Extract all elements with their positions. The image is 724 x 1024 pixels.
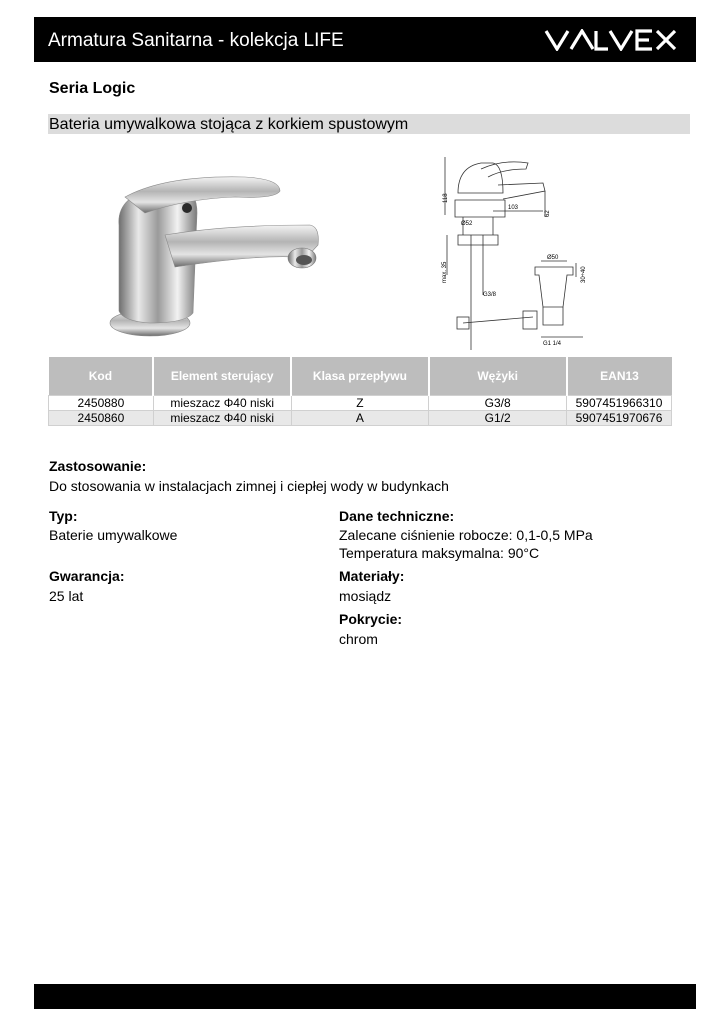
faucet-photo bbox=[105, 163, 330, 343]
dim-103: 103 bbox=[508, 205, 519, 211]
cell-ean: 5907451966310 bbox=[567, 396, 672, 411]
dim-g38: G3/8 bbox=[483, 292, 497, 298]
dim-3040: 30÷40 bbox=[581, 266, 587, 283]
zastosowanie-text: Do stosowania w instalacjach zimnej i ciepłej wody w budynkach bbox=[49, 478, 449, 494]
product-table bbox=[48, 357, 672, 426]
cell-element: mieszacz Φ40 niski bbox=[153, 396, 291, 411]
cell-klasa: Z bbox=[291, 396, 429, 411]
materialy-text: mosiądz bbox=[339, 588, 392, 604]
dim-g114: G1 1/4 bbox=[543, 341, 562, 347]
col-header-ean: EAN13 bbox=[567, 357, 672, 396]
cell-wezyki: G3/8 bbox=[429, 396, 567, 411]
col-header-kod: Kod bbox=[49, 357, 154, 396]
series-title: Seria Logic bbox=[49, 80, 136, 97]
col-header-wezyki: Wężyki bbox=[429, 357, 567, 396]
table-header-row bbox=[49, 357, 672, 396]
cell-element: mieszacz Φ40 niski bbox=[153, 411, 291, 426]
table-row bbox=[49, 396, 672, 411]
dane-label: Dane techniczne: bbox=[339, 508, 455, 524]
pokrycie-label: Pokrycie: bbox=[339, 611, 403, 627]
page-footer bbox=[34, 984, 696, 1009]
table-row bbox=[49, 411, 672, 426]
page-header bbox=[34, 17, 696, 62]
cell-kod: 2450860 bbox=[49, 411, 154, 426]
logo-text: VALVEX bbox=[544, 29, 548, 30]
header-title: Armatura Sanitarna - kolekcja LIFE bbox=[48, 30, 344, 51]
dim-max35: max. 35 bbox=[442, 261, 448, 283]
gwarancja-label: Gwarancja: bbox=[49, 568, 125, 584]
cell-ean: 5907451970676 bbox=[567, 411, 672, 426]
col-header-element: Element sterujący bbox=[153, 357, 291, 396]
typ-text: Baterie umywalkowe bbox=[49, 527, 178, 543]
product-title: Bateria umywalkowa stojąca z korkiem spustowym bbox=[49, 116, 409, 133]
dane-line-1: Zalecane ciśnienie robocze: 0,1-0,5 MPa bbox=[339, 527, 593, 543]
zastosowanie-label: Zastosowanie: bbox=[49, 458, 147, 474]
materialy-label: Materiały: bbox=[339, 568, 405, 584]
dim-118: 118 bbox=[443, 193, 449, 203]
dane-line-2: Temperatura maksymalna: 90°C bbox=[339, 545, 540, 561]
cell-kod: 2450880 bbox=[49, 396, 154, 411]
gwarancja-text: 25 lat bbox=[49, 588, 84, 604]
pokrycie-text: chrom bbox=[339, 631, 378, 647]
product-title-bar bbox=[48, 114, 690, 134]
dim-50: Ø50 bbox=[547, 255, 559, 261]
cell-klasa: A bbox=[291, 411, 429, 426]
valvex-logo bbox=[544, 29, 678, 51]
dim-62: 62 bbox=[545, 210, 551, 217]
dim-52: Ø52 bbox=[461, 221, 473, 227]
technical-drawing bbox=[433, 155, 588, 355]
typ-label: Typ: bbox=[49, 508, 78, 524]
cell-wezyki: G1/2 bbox=[429, 411, 567, 426]
col-header-klasa: Klasa przepływu bbox=[291, 357, 429, 396]
